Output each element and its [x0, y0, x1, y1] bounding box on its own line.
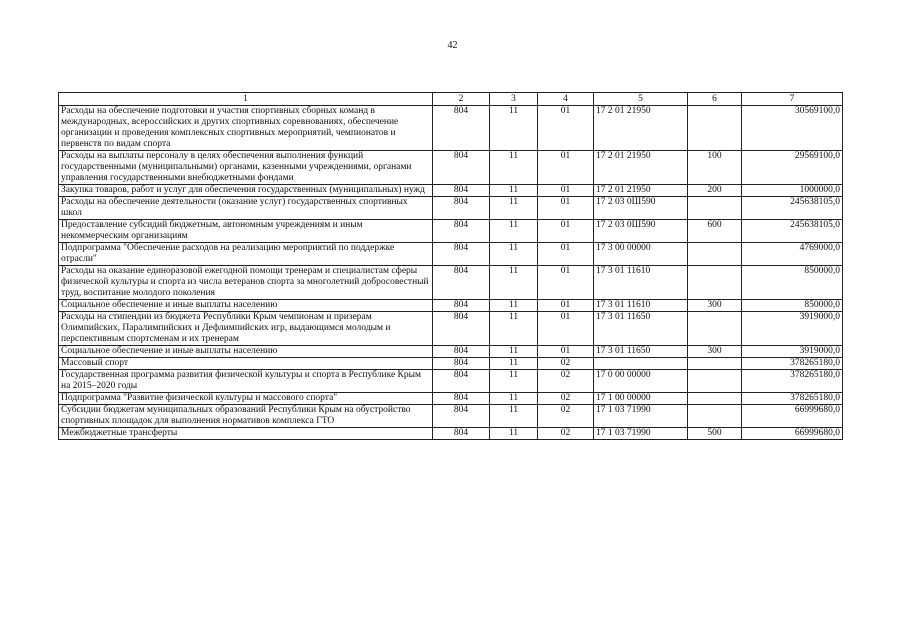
table-row — [59, 220, 843, 243]
row-amount: 850000,0 — [742, 300, 843, 312]
row-description: Подпрограмма "Обеспечение расходов на реализацию мероприятий по поддержке отрасли" — [59, 243, 433, 266]
row-expense-type — [688, 358, 742, 370]
column-header: 2 — [433, 93, 490, 106]
table-row — [59, 151, 843, 185]
row-subsection-code: 01 — [538, 266, 594, 300]
row-description: Субсидии бюджетам муниципальных образований Республики Крым на обустройство спортивных площадок для выполнения нормативов комплекса ГТО — [59, 405, 433, 428]
table-row — [59, 358, 843, 370]
table-row — [59, 300, 843, 312]
table-row — [59, 106, 843, 151]
row-target-article: 17 2 03 0Ш590 — [594, 220, 688, 243]
row-subsection-code: 01 — [538, 151, 594, 185]
row-section-code: 11 — [490, 220, 538, 243]
row-description: Закупка товаров, работ и услуг для обеспечения государственных (муниципальных) нужд — [59, 185, 433, 197]
row-subsection-code: 01 — [538, 243, 594, 266]
table-body — [59, 106, 843, 440]
row-subsection-code: 02 — [538, 405, 594, 428]
row-target-article: 17 2 01 21950 — [594, 185, 688, 197]
column-header: 6 — [688, 93, 742, 106]
row-expense-type: 200 — [688, 185, 742, 197]
row-subsection-code: 02 — [538, 393, 594, 405]
row-ministry-code: 804 — [433, 151, 490, 185]
row-ministry-code: 804 — [433, 300, 490, 312]
table-row — [59, 197, 843, 220]
row-expense-type: 300 — [688, 300, 742, 312]
row-description: Расходы на выплаты персоналу в целях обеспечения выполнения функций государственными (муниципальными) органами, казенными учреждениями, органами управления государственными внебюджетными фондами — [59, 151, 433, 185]
row-section-code: 11 — [490, 151, 538, 185]
row-ministry-code: 804 — [433, 243, 490, 266]
row-subsection-code: 01 — [538, 346, 594, 358]
row-expense-type — [688, 312, 742, 346]
table-row — [59, 243, 843, 266]
row-target-article — [594, 358, 688, 370]
row-ministry-code: 804 — [433, 197, 490, 220]
row-section-code: 11 — [490, 358, 538, 370]
row-target-article: 17 3 01 11610 — [594, 266, 688, 300]
row-subsection-code: 02 — [538, 370, 594, 393]
row-description: Расходы на стипендии из бюджета Республики Крым чемпионам и призерам Олимпийских, Паралимпийских и Дефлимпийских игр, выдающимся молодым и перспективным спортсменам и их тренерам — [59, 312, 433, 346]
row-amount: 245638105,0 — [742, 197, 843, 220]
row-subsection-code: 01 — [538, 220, 594, 243]
row-expense-type: 600 — [688, 220, 742, 243]
table-row — [59, 428, 843, 440]
row-section-code: 11 — [490, 243, 538, 266]
row-target-article: 17 2 01 21950 — [594, 106, 688, 151]
table-row — [59, 312, 843, 346]
row-ministry-code: 804 — [433, 185, 490, 197]
row-amount: 30569100,0 — [742, 106, 843, 151]
row-expense-type: 100 — [688, 151, 742, 185]
row-section-code: 11 — [490, 300, 538, 312]
row-target-article: 17 2 03 0Ш590 — [594, 197, 688, 220]
row-amount: 66999680,0 — [742, 428, 843, 440]
row-ministry-code: 804 — [433, 428, 490, 440]
table-row — [59, 266, 843, 300]
row-amount: 3919000,0 — [742, 346, 843, 358]
row-expense-type — [688, 197, 742, 220]
table-row — [59, 405, 843, 428]
table-row — [59, 370, 843, 393]
row-target-article: 17 3 01 11610 — [594, 300, 688, 312]
row-target-article: 17 2 01 21950 — [594, 151, 688, 185]
row-ministry-code: 804 — [433, 346, 490, 358]
table-row — [59, 346, 843, 358]
row-amount: 1000000,0 — [742, 185, 843, 197]
row-expense-type: 300 — [688, 346, 742, 358]
column-header: 1 — [59, 93, 433, 106]
row-description: Предоставление субсидий бюджетным, автономным учреждениям и иным некоммерческим организациям — [59, 220, 433, 243]
row-ministry-code: 804 — [433, 266, 490, 300]
row-ministry-code: 804 — [433, 393, 490, 405]
row-description: Государственная программа развития физической культуры и спорта в Республике Крым на 2015–2020 годы — [59, 370, 433, 393]
row-subsection-code: 01 — [538, 197, 594, 220]
row-amount: 245638105,0 — [742, 220, 843, 243]
row-amount: 29569100,0 — [742, 151, 843, 185]
row-description: Расходы на обеспечение деятельности (оказание услуг) государственных спортивных школ — [59, 197, 433, 220]
row-target-article: 17 1 03 71990 — [594, 405, 688, 428]
row-target-article: 17 3 01 11650 — [594, 346, 688, 358]
row-expense-type — [688, 106, 742, 151]
row-subsection-code: 01 — [538, 106, 594, 151]
column-header: 4 — [538, 93, 594, 106]
row-amount: 3919000,0 — [742, 312, 843, 346]
row-expense-type — [688, 393, 742, 405]
row-section-code: 11 — [490, 185, 538, 197]
row-subsection-code: 02 — [538, 428, 594, 440]
row-subsection-code: 01 — [538, 185, 594, 197]
row-description: Массовый спорт — [59, 358, 433, 370]
table-row — [59, 393, 843, 405]
row-description: Подпрограмма "Развитие физической культуры и массового спорта" — [59, 393, 433, 405]
row-description: Межбюджетные трансферты — [59, 428, 433, 440]
row-description: Расходы на оказание единоразовой ежегодной помощи тренерам и специалистам сферы физической культуры и спорта из числа ветеранов спорта за многолетний добросовестный труд, воспитание молодого поколения — [59, 266, 433, 300]
row-target-article: 17 1 00 00000 — [594, 393, 688, 405]
row-section-code: 11 — [490, 312, 538, 346]
row-section-code: 11 — [490, 393, 538, 405]
row-target-article: 17 3 01 11650 — [594, 312, 688, 346]
row-description: Расходы на обеспечение подготовки и участия спортивных сборных команд в международных, всероссийских и других спортивных соревнованиях, обеспечение организации и проведения комплексных спортивных мероприятий, чемпионатов и первенств по видам спорта — [59, 106, 433, 151]
row-description: Социальное обеспечение и иные выплаты населению — [59, 346, 433, 358]
row-amount: 850000,0 — [742, 266, 843, 300]
row-expense-type — [688, 370, 742, 393]
row-description: Социальное обеспечение и иные выплаты населению — [59, 300, 433, 312]
row-section-code: 11 — [490, 266, 538, 300]
row-ministry-code: 804 — [433, 405, 490, 428]
row-amount: 378265180,0 — [742, 393, 843, 405]
budget-table — [58, 92, 843, 440]
row-expense-type — [688, 266, 742, 300]
header-row — [59, 93, 843, 106]
row-target-article: 17 3 00 00000 — [594, 243, 688, 266]
row-target-article: 17 0 00 00000 — [594, 370, 688, 393]
row-ministry-code: 804 — [433, 312, 490, 346]
row-subsection-code: 01 — [538, 300, 594, 312]
row-ministry-code: 804 — [433, 106, 490, 151]
row-expense-type: 500 — [688, 428, 742, 440]
column-header: 3 — [490, 93, 538, 106]
row-section-code: 11 — [490, 106, 538, 151]
row-ministry-code: 804 — [433, 370, 490, 393]
row-amount: 4769000,0 — [742, 243, 843, 266]
row-section-code: 11 — [490, 346, 538, 358]
row-ministry-code: 804 — [433, 220, 490, 243]
row-expense-type — [688, 405, 742, 428]
row-expense-type — [688, 243, 742, 266]
column-header: 7 — [742, 93, 843, 106]
row-section-code: 11 — [490, 370, 538, 393]
row-subsection-code: 01 — [538, 312, 594, 346]
row-subsection-code: 02 — [538, 358, 594, 370]
row-section-code: 11 — [490, 197, 538, 220]
row-section-code: 11 — [490, 405, 538, 428]
column-header: 5 — [594, 93, 688, 106]
row-amount: 378265180,0 — [742, 358, 843, 370]
table-row — [59, 185, 843, 197]
row-amount: 378265180,0 — [742, 370, 843, 393]
row-target-article: 17 1 03 71990 — [594, 428, 688, 440]
page-number: 42 — [447, 40, 458, 51]
row-section-code: 11 — [490, 428, 538, 440]
row-amount: 66999680,0 — [742, 405, 843, 428]
row-ministry-code: 804 — [433, 358, 490, 370]
